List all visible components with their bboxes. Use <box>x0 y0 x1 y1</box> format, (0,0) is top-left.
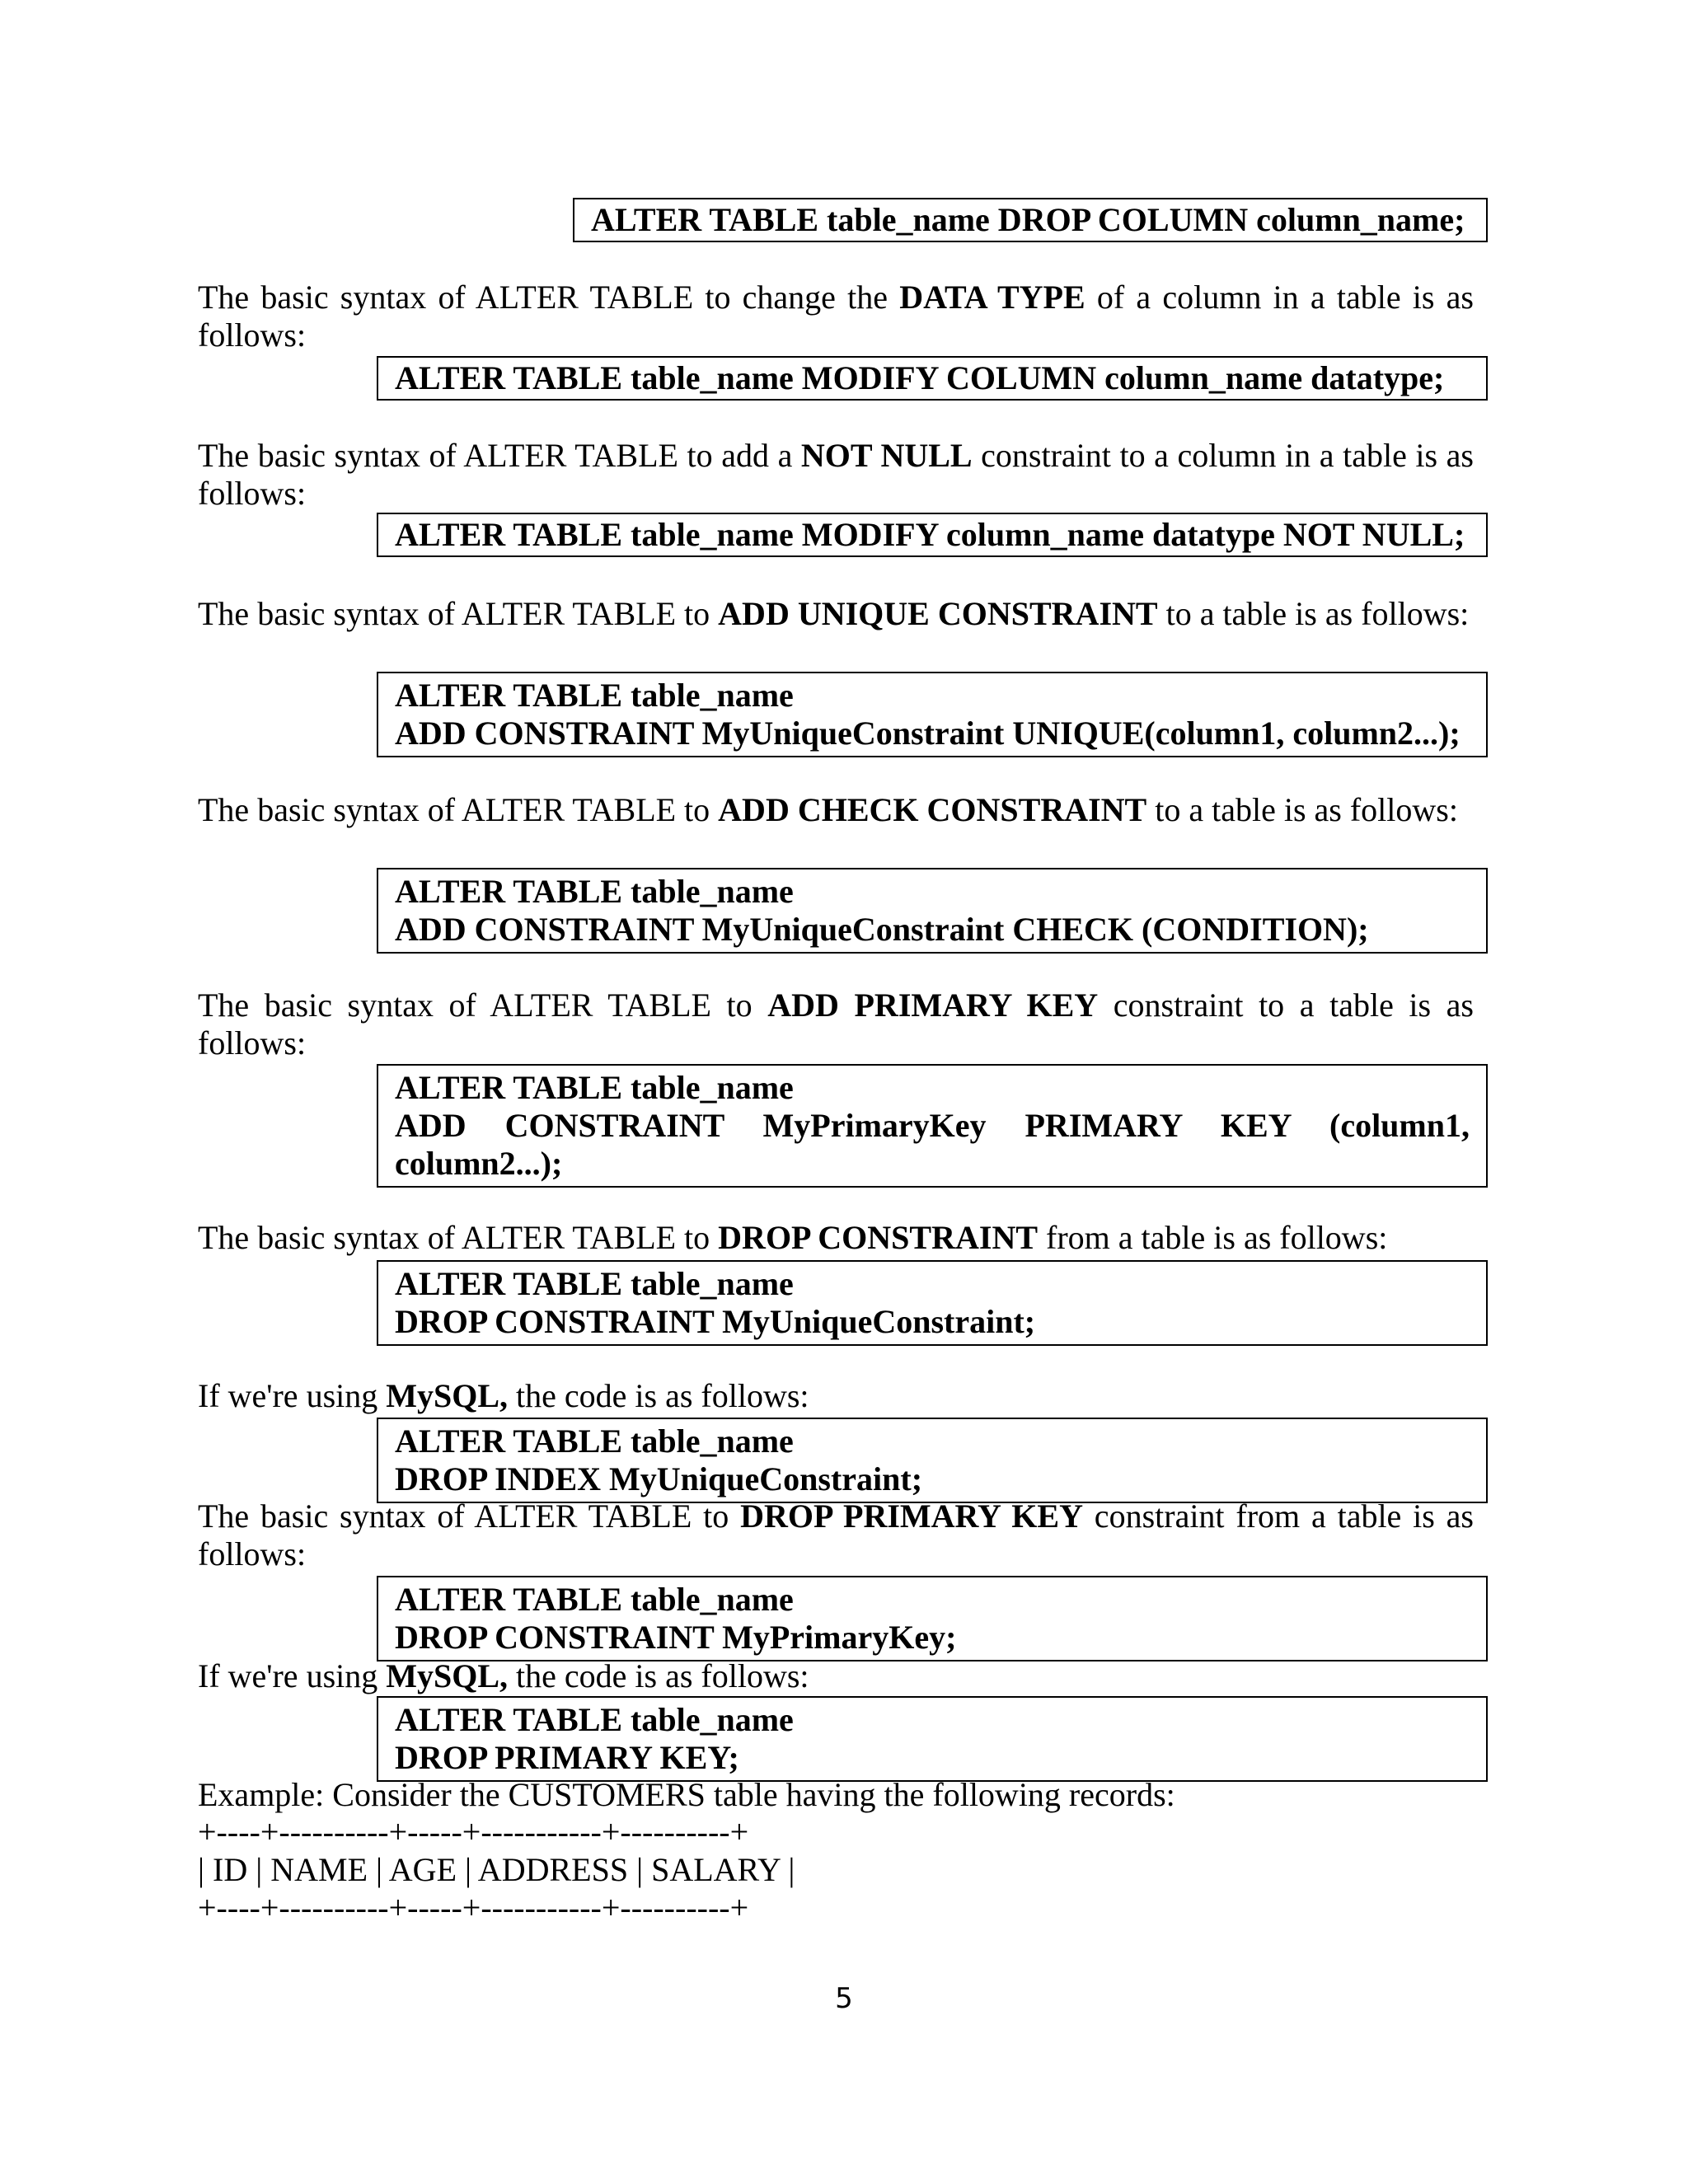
code-box-drop-column <box>573 198 1488 242</box>
paragraph-change-datatype <box>198 279 1474 354</box>
paragraph-bold-keyword: ADD CHECK CONSTRAINT <box>718 791 1147 828</box>
page-number: 5 <box>835 1982 853 2015</box>
code-line: DROP CONSTRAINT MyUniqueConstraint; <box>395 1303 1036 1340</box>
paragraph-text: of a column in a table is as follows: <box>198 279 1475 354</box>
paragraph-text: The basic syntax of ALTER TABLE to <box>198 595 719 632</box>
code-line: ALTER TABLE table_name <box>395 1701 794 1738</box>
paragraph-bold-keyword: MySQL, <box>386 1657 509 1694</box>
paragraph-text: constraint to a column in a table is as follows: <box>198 437 1474 512</box>
paragraph-bold-keyword: DROP PRIMARY KEY <box>740 1497 1083 1535</box>
code-line: ALTER TABLE table_name <box>395 873 794 910</box>
paragraph-bold-keyword: NOT NULL <box>800 437 973 474</box>
code-line: ADD CONSTRAINT MyUniqueConstraint UNIQUE(column1, column2...); <box>395 715 1461 752</box>
code-box-unique <box>377 672 1488 757</box>
paragraph-text: The basic syntax of ALTER TABLE to <box>198 1497 741 1535</box>
ascii-table-border: +----+----------+-----+-----------+----------+ <box>198 1813 749 1850</box>
paragraph-text: to a table is as follows: <box>1157 595 1470 632</box>
code-box-check <box>377 868 1488 954</box>
paragraph-text: from a table is as follows: <box>1038 1219 1388 1256</box>
code-line: ALTER TABLE table_name <box>395 1069 794 1106</box>
paragraph-text: The basic syntax of ALTER TABLE to <box>198 1219 719 1256</box>
ascii-table-border: +----+----------+-----+-----------+----------+ <box>198 1889 749 1926</box>
paragraph-text: Example: Consider the CUSTOMERS table having the following records: <box>198 1776 1175 1813</box>
paragraph-drop-primary-key <box>198 1497 1474 1573</box>
paragraph-text: The basic syntax of ALTER TABLE to <box>198 791 719 828</box>
code-box-not-null <box>377 513 1488 557</box>
code-box-primary-key <box>377 1064 1488 1188</box>
paragraph-text: If we're using <box>198 1377 387 1414</box>
paragraph-bold-keyword: MySQL, <box>386 1377 509 1414</box>
code-box-mysql-drop-index <box>377 1418 1488 1503</box>
code-line: DROP PRIMARY KEY; <box>395 1739 739 1776</box>
code-line: ADD CONSTRAINT MyUniqueConstraint CHECK (CONDITION); <box>395 911 1369 948</box>
code-box-drop-primary-key <box>377 1576 1488 1661</box>
paragraph-check-constraint <box>198 791 1474 829</box>
code-line: ALTER TABLE table_name DROP COLUMN column_name; <box>591 201 1465 238</box>
code-line: ALTER TABLE table_name <box>395 677 794 714</box>
paragraph-primary-key <box>198 987 1474 1062</box>
code-line: DROP INDEX MyUniqueConstraint; <box>395 1460 923 1497</box>
paragraph-mysql-note <box>198 1657 1474 1695</box>
paragraph-text: If we're using <box>198 1657 387 1694</box>
paragraph-text: constraint to a table is as follows: <box>198 987 1475 1062</box>
paragraph-text: The basic syntax of ALTER TABLE to add a <box>198 437 801 474</box>
paragraph-example <box>198 1776 1474 1814</box>
paragraph-drop-constraint <box>198 1219 1474 1257</box>
code-line: DROP CONSTRAINT MyPrimaryKey; <box>395 1619 957 1656</box>
code-box-drop-constraint <box>377 1260 1488 1346</box>
code-box-modify-datatype <box>377 356 1488 401</box>
code-line: ALTER TABLE table_name <box>395 1265 794 1302</box>
paragraph-text: to a table is as follows: <box>1146 791 1458 828</box>
paragraph-text: the code is as follows: <box>508 1377 809 1414</box>
paragraph-mysql-note <box>198 1377 1474 1415</box>
code-line: ALTER TABLE table_name <box>395 1581 794 1618</box>
code-box-mysql-drop-primary-key <box>377 1696 1488 1782</box>
paragraph-bold-keyword: DATA TYPE <box>899 279 1085 316</box>
code-line: column2...); <box>395 1145 563 1182</box>
paragraph-bold-keyword: DROP CONSTRAINT <box>718 1219 1039 1256</box>
paragraph-not-null <box>198 437 1474 513</box>
paragraph-text: The basic syntax of ALTER TABLE to <box>198 987 768 1024</box>
code-line: ALTER TABLE table_name <box>395 1422 794 1460</box>
paragraph-text: constraint from a table is as follows: <box>198 1497 1475 1572</box>
paragraph-bold-keyword: ADD UNIQUE CONSTRAINT <box>718 595 1158 632</box>
ascii-table-header: | ID | NAME | AGE | ADDRESS | SALARY | <box>198 1851 795 1888</box>
code-line: ADD CONSTRAINT MyPrimaryKey PRIMARY KEY (column1, <box>395 1107 1470 1144</box>
paragraph-unique-constraint <box>198 595 1474 633</box>
code-line: ALTER TABLE table_name MODIFY column_name datatype NOT NULL; <box>395 516 1465 553</box>
paragraph-bold-keyword: ADD PRIMARY KEY <box>767 987 1099 1024</box>
paragraph-text: The basic syntax of ALTER TABLE to change the <box>198 279 900 316</box>
paragraph-text: the code is as follows: <box>508 1657 809 1694</box>
code-line: ALTER TABLE table_name MODIFY COLUMN column_name datatype; <box>395 359 1445 396</box>
